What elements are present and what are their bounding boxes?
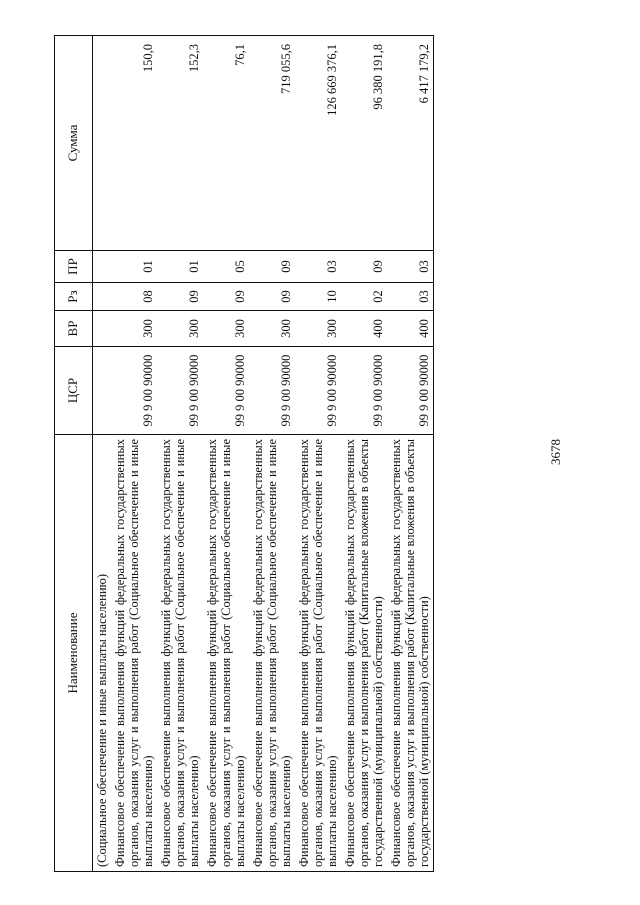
table-row — [93, 36, 112, 872]
row-rz: 09 — [157, 283, 203, 311]
table-row — [157, 36, 203, 872]
table-row — [295, 36, 341, 872]
row-sum: 6 417 179,2 — [387, 36, 434, 251]
row-sum — [93, 36, 112, 251]
table-row — [249, 36, 295, 872]
row-name: Финансовое обеспечение выполнения функций федеральных государственных органов, оказания услуг и выполнения работ (Социальное обеспечение и иные выплаты населению) — [111, 435, 157, 872]
row-name: Финансовое обеспечение выполнения функций федеральных государственных органов, оказания услуг и выполнения работ (Социальное обеспечение и иные выплаты населению) — [157, 435, 203, 872]
row-csr: 99 9 00 90000 — [111, 347, 157, 435]
table-row — [387, 36, 434, 872]
header-vr: ВР — [55, 311, 93, 347]
row-rz — [93, 283, 112, 311]
row-vr: 300 — [203, 311, 249, 347]
page-number: 3678 — [548, 439, 563, 465]
row-pr: 01 — [111, 251, 157, 283]
budget-table-container — [54, 36, 622, 872]
row-rz: 10 — [295, 283, 341, 311]
header-rz: Рз — [55, 283, 93, 311]
row-sum: 126 669 376,1 — [295, 36, 341, 251]
row-pr: 05 — [203, 251, 249, 283]
row-vr: 400 — [341, 311, 387, 347]
table-row — [341, 36, 387, 872]
row-vr: 300 — [295, 311, 341, 347]
header-name: Наименование — [55, 435, 93, 872]
table-row — [111, 36, 157, 872]
row-csr — [93, 347, 112, 435]
header-sum: Сумма — [55, 36, 93, 251]
row-rz: 03 — [387, 283, 434, 311]
row-vr — [93, 311, 112, 347]
row-rz: 02 — [341, 283, 387, 311]
row-name: Финансовое обеспечение выполнения функций федеральных государственных органов, оказания услуг и выполнения работ (Социальное обеспечение и иные выплаты населению) — [295, 435, 341, 872]
row-pr: 09 — [249, 251, 295, 283]
header-csr: ЦСР — [55, 347, 93, 435]
row-name: (Социальное обеспечение и иные выплаты населению) — [93, 435, 112, 872]
row-vr: 400 — [387, 311, 434, 347]
row-sum: 76,1 — [203, 36, 249, 251]
row-sum: 150,0 — [111, 36, 157, 251]
row-csr: 99 9 00 90000 — [249, 347, 295, 435]
row-csr: 99 9 00 90000 — [157, 347, 203, 435]
row-vr: 300 — [249, 311, 295, 347]
row-sum: 96 380 191,8 — [341, 36, 387, 251]
row-name: Финансовое обеспечение выполнения функций федеральных государственных органов, оказания услуг и выполнения работ (Социальное обеспечение и иные выплаты населению) — [249, 435, 295, 872]
budget-table — [54, 35, 434, 872]
row-name: Финансовое обеспечение выполнения функций федеральных государственных органов, оказания услуг и выполнения работ (Капитальные вложения в объекты государственной (муниципальной) собственности) — [387, 435, 434, 872]
row-sum: 719 055,6 — [249, 36, 295, 251]
row-vr: 300 — [111, 311, 157, 347]
row-pr: 03 — [387, 251, 434, 283]
row-rz: 08 — [111, 283, 157, 311]
row-csr: 99 9 00 90000 — [341, 347, 387, 435]
header-pr: ПР — [55, 251, 93, 283]
row-pr: 03 — [295, 251, 341, 283]
row-csr: 99 9 00 90000 — [387, 347, 434, 435]
row-csr: 99 9 00 90000 — [203, 347, 249, 435]
row-sum: 152,3 — [157, 36, 203, 251]
row-csr: 99 9 00 90000 — [295, 347, 341, 435]
row-name: Финансовое обеспечение выполнения функций федеральных государственных органов, оказания услуг и выполнения работ (Капитальные вложения в объекты государственной (муниципальной) собственности) — [341, 435, 387, 872]
row-rz: 09 — [249, 283, 295, 311]
row-pr: 09 — [341, 251, 387, 283]
row-pr: 01 — [157, 251, 203, 283]
row-vr: 300 — [157, 311, 203, 347]
row-name: Финансовое обеспечение выполнения функций федеральных государственных органов, оказания услуг и выполнения работ (Социальное обеспечение и иные выплаты населению) — [203, 435, 249, 872]
table-row — [203, 36, 249, 872]
row-rz: 09 — [203, 283, 249, 311]
table-header-row — [55, 36, 93, 872]
row-pr — [93, 251, 112, 283]
